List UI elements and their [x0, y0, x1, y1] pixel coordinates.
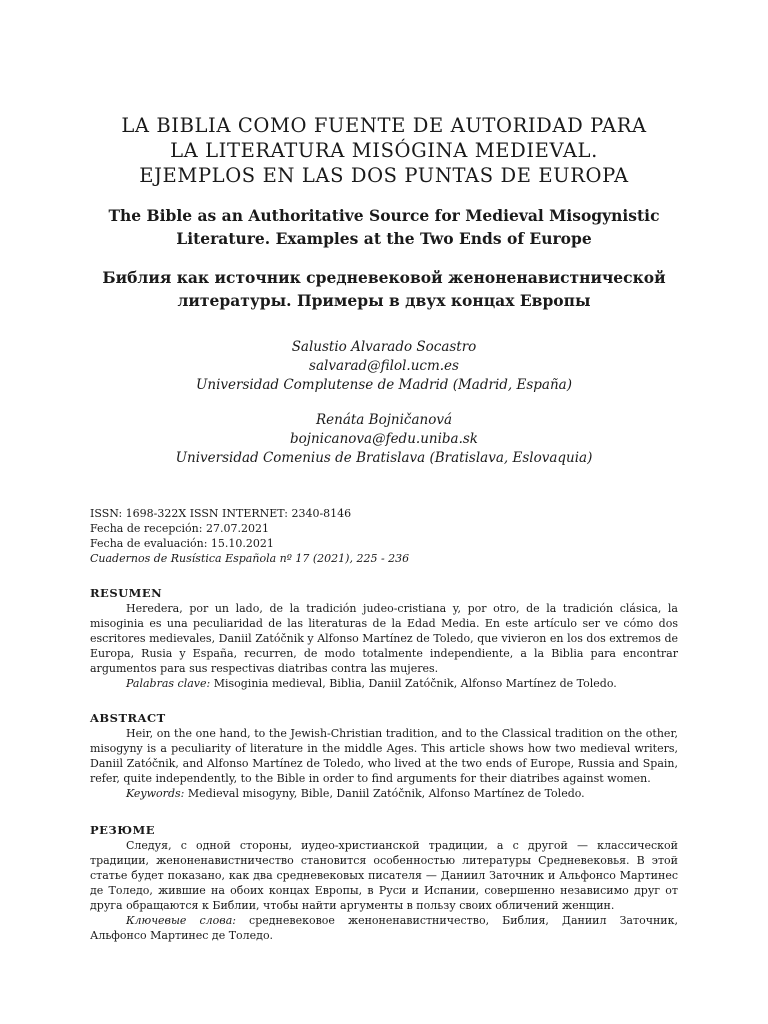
abstract-text: Heir, on the one hand, to the Jewish-Christian tradition, and to the Classical tradition on the other, misogyny is a peculiarity of literature in the middle Ages. This article shows how two medieval writers, Daniil Zatóčnik, and Alfonso Martínez de Toledo, who lived at the two ends of Europe, Russia and Spain, refer, quite independently, to the Bible in order to find arguments for their diatribes against women. — [90, 727, 678, 785]
author-email[interactable]: salvarad@filol.ucm.es — [309, 358, 459, 374]
author-affiliation: Universidad Comenius de Bratislava (Bratislava, Eslovaquia) — [175, 450, 593, 466]
journal-citation: Cuadernos de Rusística Española nº 17 (2021), 225 - 236 — [90, 552, 410, 565]
title-russian — [90, 266, 678, 312]
abstract-heading: ABSTRACT — [90, 711, 166, 725]
keywords-text: Medieval misogyny, Bible, Daniil Zatóčnik, Alfonso Martínez de Toledo. — [184, 787, 585, 800]
resumen-section — [90, 586, 678, 691]
resumen-heading: RESUMEN — [90, 586, 163, 600]
title-russian-line: Библия как источник средневековой женоненавистнической — [102, 268, 666, 287]
title-spanish-line: LA LITERATURA MISÓGINA MEDIEVAL. — [170, 139, 598, 162]
rezume-section — [90, 823, 678, 943]
resumen-text: Heredera, por un lado, de la tradición judeo-cristiana y, por otro, de la tradición clásica, la misoginia es una peculiaridad de las literaturas de la Edad Media. En este artículo ser ve cómo dos escritores medievales, Daniil Zatóčnik y Alfonso Martínez de Toledo, que vivieron en los dos extremos de Europa, Rusia y España, recurren, de modo totalmente independiente, a la Biblia para encontrar argumentos para sus respectivas diatribas contra las mujeres. — [90, 602, 678, 675]
rezume-text: Следуя, с одной стороны, иудео-христианской традиции, а с другой — классической традиции, женоненавистничество становится особенностью литературы Средневековья. В этой статье будет показано, как два средневековых писателя — Даниил Заточник и Альфонсо Мартинес де Толедо, жившие на обоих концах Европы, в Руси и Испании, совершенно независимо друг от друга обращаются к Библии, чтобы найти аргументы в пользу своих обличений женщин. — [90, 839, 678, 912]
title-russian-line: литературы. Примеры в двух концах Европы — [177, 291, 591, 310]
keywords-text: Misoginia medieval, Biblia, Daniil Zatóčnik, Alfonso Martínez de Toledo. — [210, 677, 617, 690]
author-block — [90, 411, 678, 468]
keywords-label: Keywords: — [126, 787, 185, 800]
author-name: Salustio Alvarado Socastro — [291, 339, 477, 355]
author-email[interactable]: bojnicanova@fedu.uniba.sk — [290, 431, 478, 447]
issn-line: ISSN: 1698-322X ISSN INTERNET: 2340-8146 — [90, 507, 352, 520]
abstract-section — [90, 711, 678, 801]
title-spanish-line: EJEMPLOS EN LAS DOS PUNTAS DE EUROPA — [139, 164, 629, 187]
keywords-text: средневековое женоненавистничество, Библия, Даниил Заточник, Альфонсо Мартинес де Толедо. — [90, 914, 678, 942]
author-block — [90, 338, 678, 395]
title-english-line: Literature. Examples at the Two Ends of Europe — [176, 229, 592, 248]
publication-info — [90, 506, 678, 566]
evaluation-date: Fecha de evaluación: 15.10.2021 — [90, 537, 274, 550]
title-english — [90, 204, 678, 250]
author-affiliation: Universidad Complutense de Madrid (Madrid, España) — [196, 377, 572, 393]
received-date: Fecha de recepción: 27.07.2021 — [90, 522, 269, 535]
resumen-keywords — [90, 676, 678, 691]
author-name: Renáta Bojničanová — [315, 412, 452, 428]
keywords-label: Palabras clave: — [126, 677, 211, 690]
rezume-heading: РЕЗЮМЕ — [90, 823, 156, 837]
abstract-keywords — [90, 786, 678, 801]
title-english-line: The Bible as an Authoritative Source for Medieval Misogynistic — [108, 206, 660, 225]
keywords-label: Ключевые слова: — [126, 914, 236, 927]
title-spanish-line: LA BIBLIA COMO FUENTE DE AUTORIDAD PARA — [121, 114, 647, 137]
title-spanish — [90, 0, 678, 188]
rezume-keywords — [90, 913, 678, 943]
